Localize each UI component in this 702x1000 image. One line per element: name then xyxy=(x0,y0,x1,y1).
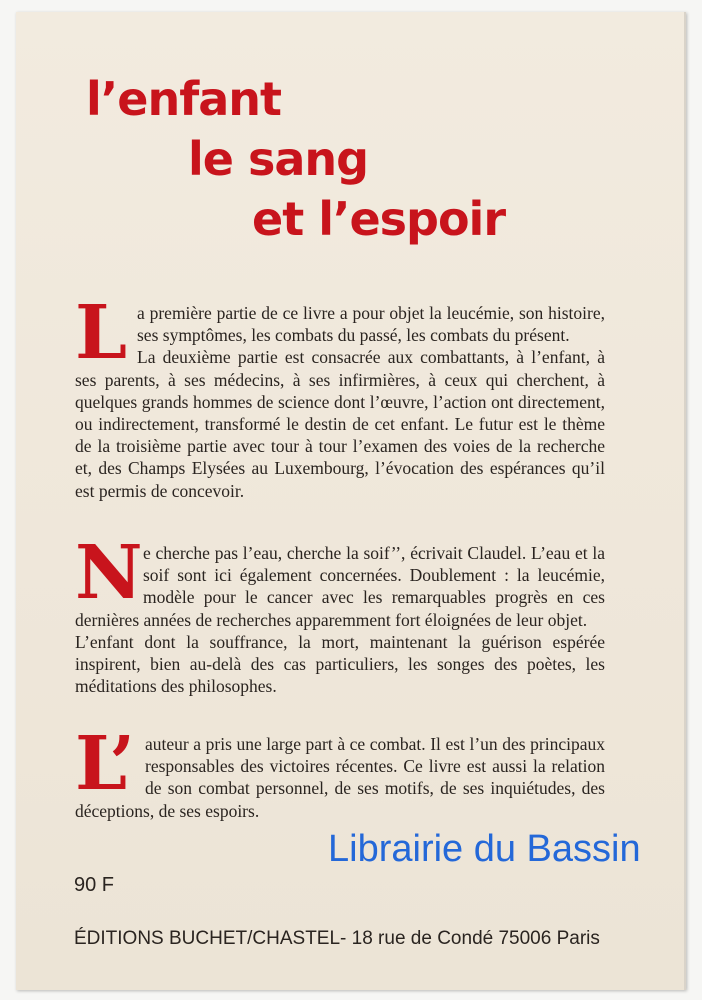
publisher-address: ÉDITIONS BUCHET/CHASTEL- 18 rue de Condé 75006 Paris xyxy=(74,928,600,949)
blurb-section-1 xyxy=(75,290,605,502)
price-label: 90 F xyxy=(74,874,115,896)
drop-cap-l: L xyxy=(75,290,128,376)
blurb-2-paragraph-b: L’enfant dont la souffrance, la mort, maintenant la guérison espérée inspirent, bien au-delà des cas particuliers, les songes des poètes, les méditations des philosophes. xyxy=(75,631,605,697)
blurb-section-2 xyxy=(75,530,605,697)
title-line-2: le sang xyxy=(188,132,369,186)
bookshop-watermark: Librairie du Bassin xyxy=(328,828,641,870)
drop-cap-l-apostrophe: L’ xyxy=(75,721,136,807)
title-line-3: et l’espoir xyxy=(252,192,506,246)
title-line-1: l’enfant xyxy=(86,72,281,126)
blurb-2-paragraph-a: e cherche pas l’eau, cherche la soif’’, écrivait Claudel. L’eau et la soif sont ici également concernées. Doublement : la leucémie, modèle pour le cancer avec les remarquables progrès en ces dernières années de recherches apparemment fort éloignées de leur objet. xyxy=(75,543,605,630)
blurb-3-paragraph-a: auteur a pris une large part à ce combat. Il est l’un des principaux responsables des victoires récentes. Ce livre est aussi la relation de son combat personnel, de ses motifs, de ses inquiétudes, des déceptions, de ses espoirs. xyxy=(75,734,605,821)
blurb-1-paragraph-b: La deuxième partie est consacrée aux combattants, à l’enfant, à ses parents, à ses médecins, à ses infirmières, à ceux qui cherchent, à quelques grands hommes de science dont l’œuvre, l’action ont directement, ou indirectement, transformé le destin de cet enfant. Le futur est le thème de la troisième partie avec tour à tour l’examen des voies de la recherche et, des Champs Elysées au Luxembourg, l’évocation des espérances qu’il est permis de concevoir. xyxy=(75,347,605,501)
blurb-section-3 xyxy=(75,721,605,822)
blurb-1-paragraph-a: a première partie de ce livre a pour objet la leucémie, son histoire, ses symptômes, les combats du passé, les combats du présent. xyxy=(137,303,605,346)
drop-cap-n: N xyxy=(75,530,143,616)
